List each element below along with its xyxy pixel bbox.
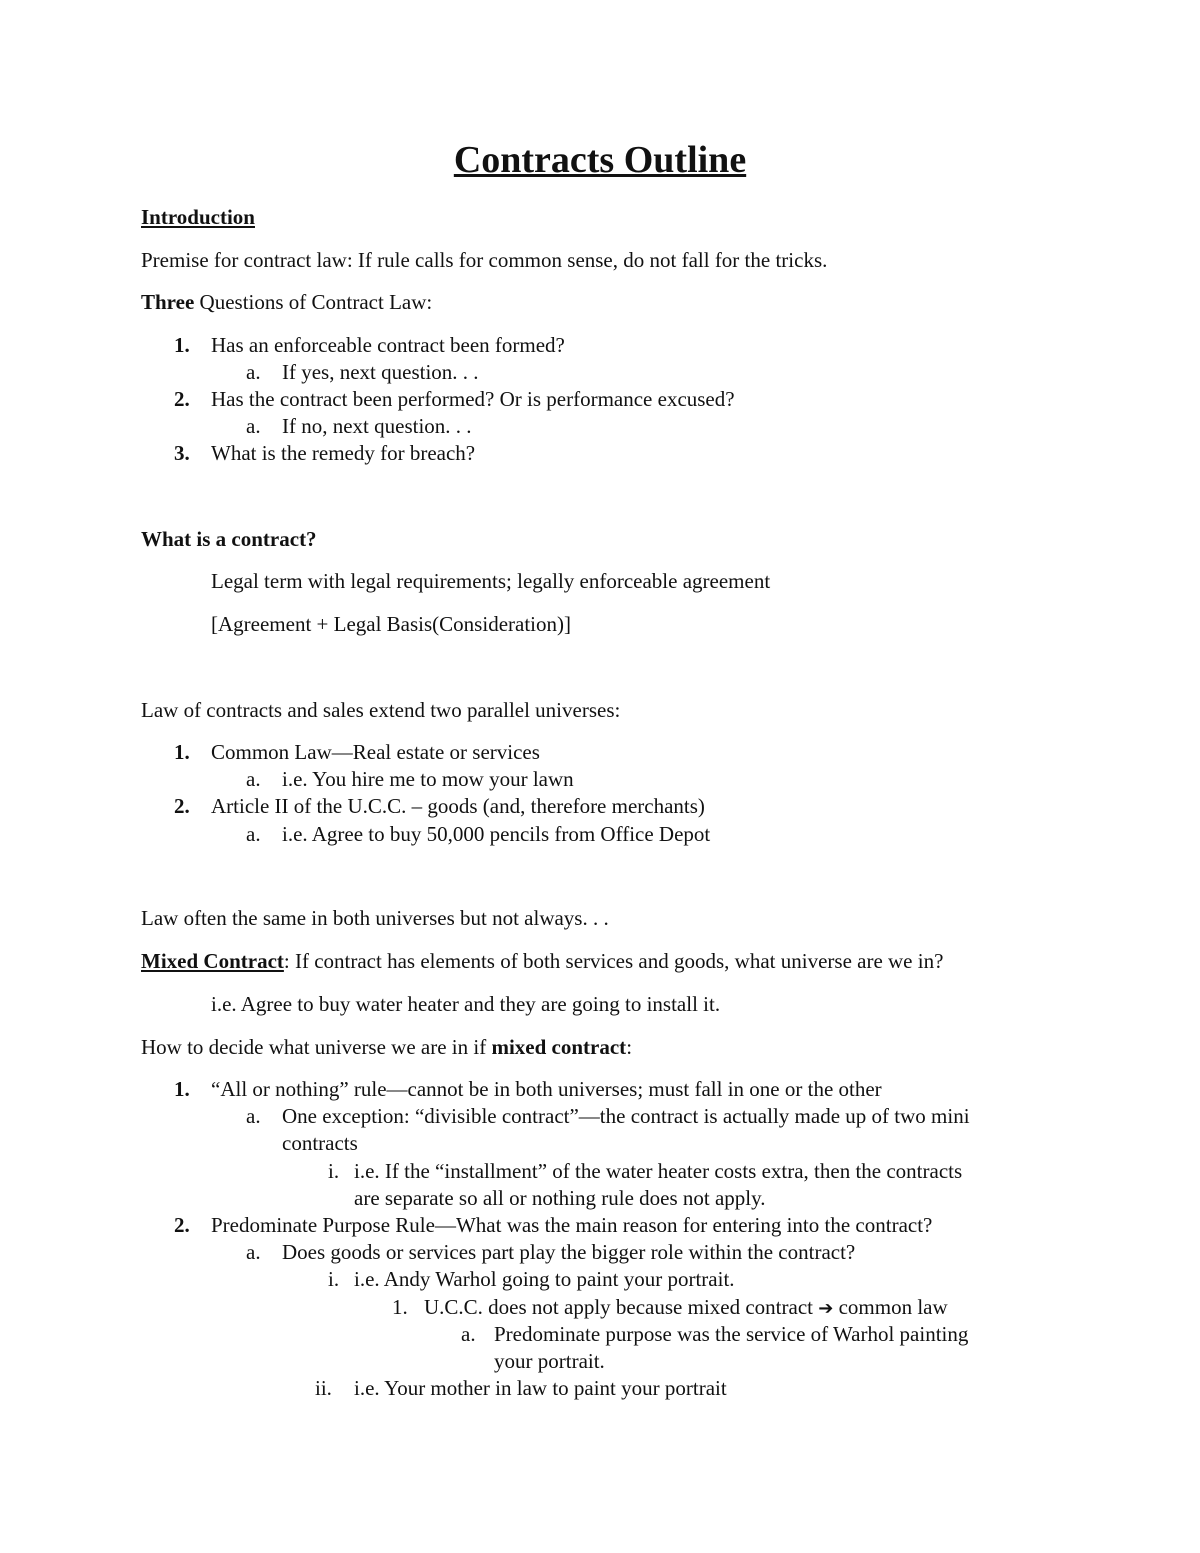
- sub-text: If yes, next question. . .: [282, 360, 479, 384]
- universe-number: 1.: [174, 740, 190, 764]
- question-text: What is the remedy for breach?: [211, 441, 476, 465]
- sub-text-continued: contracts: [282, 1131, 358, 1155]
- three-bold: Three: [141, 290, 195, 314]
- universe-number: 2.: [174, 794, 190, 818]
- sub-text: If no, next question. . .: [282, 414, 472, 438]
- sub-marker: a.: [246, 1240, 261, 1264]
- mixed-label: Mixed Contract: [141, 949, 284, 973]
- sub-text: i.e. Agree to buy 50,000 pencils from Office Depot: [282, 822, 711, 846]
- what-definition: Legal term with legal requirements; legally enforceable agreement: [211, 569, 771, 593]
- level4-text: [424, 1293, 948, 1323]
- arrow-right-icon: ➔: [818, 1298, 834, 1319]
- three-questions-line: [141, 288, 432, 316]
- sub-marker: a.: [246, 822, 261, 846]
- rule-number: 1.: [174, 1077, 190, 1101]
- mixed-example: i.e. Agree to buy water heater and they are going to install it.: [211, 992, 721, 1016]
- universes-same: Law often the same in both universes but not always. . .: [141, 906, 609, 930]
- intro-heading: Introduction: [141, 205, 255, 229]
- question-number: 1.: [174, 333, 190, 357]
- sub-marker: a.: [246, 414, 261, 438]
- level4-post: common law: [833, 1295, 948, 1319]
- universe-text: Article II of the U.C.C. – goods (and, therefore merchants): [211, 794, 705, 818]
- universe-text: Common Law—Real estate or services: [211, 740, 540, 764]
- roman-marker: ii.: [315, 1376, 332, 1400]
- sub-marker: a.: [246, 360, 261, 384]
- rule-number: 2.: [174, 1213, 190, 1237]
- level5-text: Predominate purpose was the service of Warhol painting: [494, 1322, 969, 1346]
- sub-text: One exception: “divisible contract”—the contract is actually made up of two mini: [282, 1104, 970, 1128]
- how-post: :: [626, 1035, 633, 1059]
- question-text: Has an enforceable contract been formed?: [211, 333, 565, 357]
- roman-text: i.e. Your mother in law to paint your portrait: [354, 1376, 727, 1400]
- mixed-rest: : If contract has elements of both services and goods, what universe are we in?: [283, 949, 944, 973]
- question-number: 2.: [174, 387, 190, 411]
- mixed-contract-line: [141, 947, 943, 975]
- sub-marker: a.: [246, 767, 261, 791]
- question-number: 3.: [174, 441, 190, 465]
- intro-premise: Premise for contract law: If rule calls for common sense, do not fall for the tricks.: [141, 248, 828, 272]
- level4-marker: 1.: [392, 1295, 408, 1319]
- sub-text: i.e. You hire me to mow your lawn: [282, 767, 574, 791]
- roman-text: i.e. If the “installment” of the water heater costs extra, then the contracts: [354, 1159, 963, 1183]
- rule-text: “All or nothing” rule—cannot be in both universes; must fall in one or the other: [211, 1077, 882, 1101]
- how-bold: mixed contract: [491, 1035, 627, 1059]
- level5-marker: a.: [461, 1322, 476, 1346]
- what-heading: What is a contract?: [141, 527, 317, 551]
- roman-text: i.e. Andy Warhol going to paint your portrait.: [354, 1267, 735, 1291]
- how-pre: How to decide what universe we are in if: [141, 1035, 492, 1059]
- question-text: Has the contract been performed? Or is performance excused?: [211, 387, 735, 411]
- level5-text-continued: your portrait.: [494, 1349, 605, 1373]
- rule-text: Predominate Purpose Rule—What was the main reason for entering into the contract?: [211, 1213, 933, 1237]
- how-to-decide-line: [141, 1033, 632, 1061]
- roman-marker: i.: [328, 1159, 340, 1183]
- sub-marker: a.: [246, 1104, 261, 1128]
- what-formula: [Agreement + Legal Basis(Consideration)]: [211, 612, 571, 636]
- level4-pre: U.C.C. does not apply because mixed contract: [424, 1295, 819, 1319]
- page-title: Contracts Outline: [453, 139, 747, 181]
- roman-marker: i.: [328, 1267, 340, 1291]
- roman-text-continued: are separate so all or nothing rule does not apply.: [354, 1186, 766, 1210]
- universes-intro: Law of contracts and sales extend two parallel universes:: [141, 698, 621, 722]
- three-rest: Questions of Contract Law:: [194, 290, 433, 314]
- sub-text: Does goods or services part play the bigger role within the contract?: [282, 1240, 856, 1264]
